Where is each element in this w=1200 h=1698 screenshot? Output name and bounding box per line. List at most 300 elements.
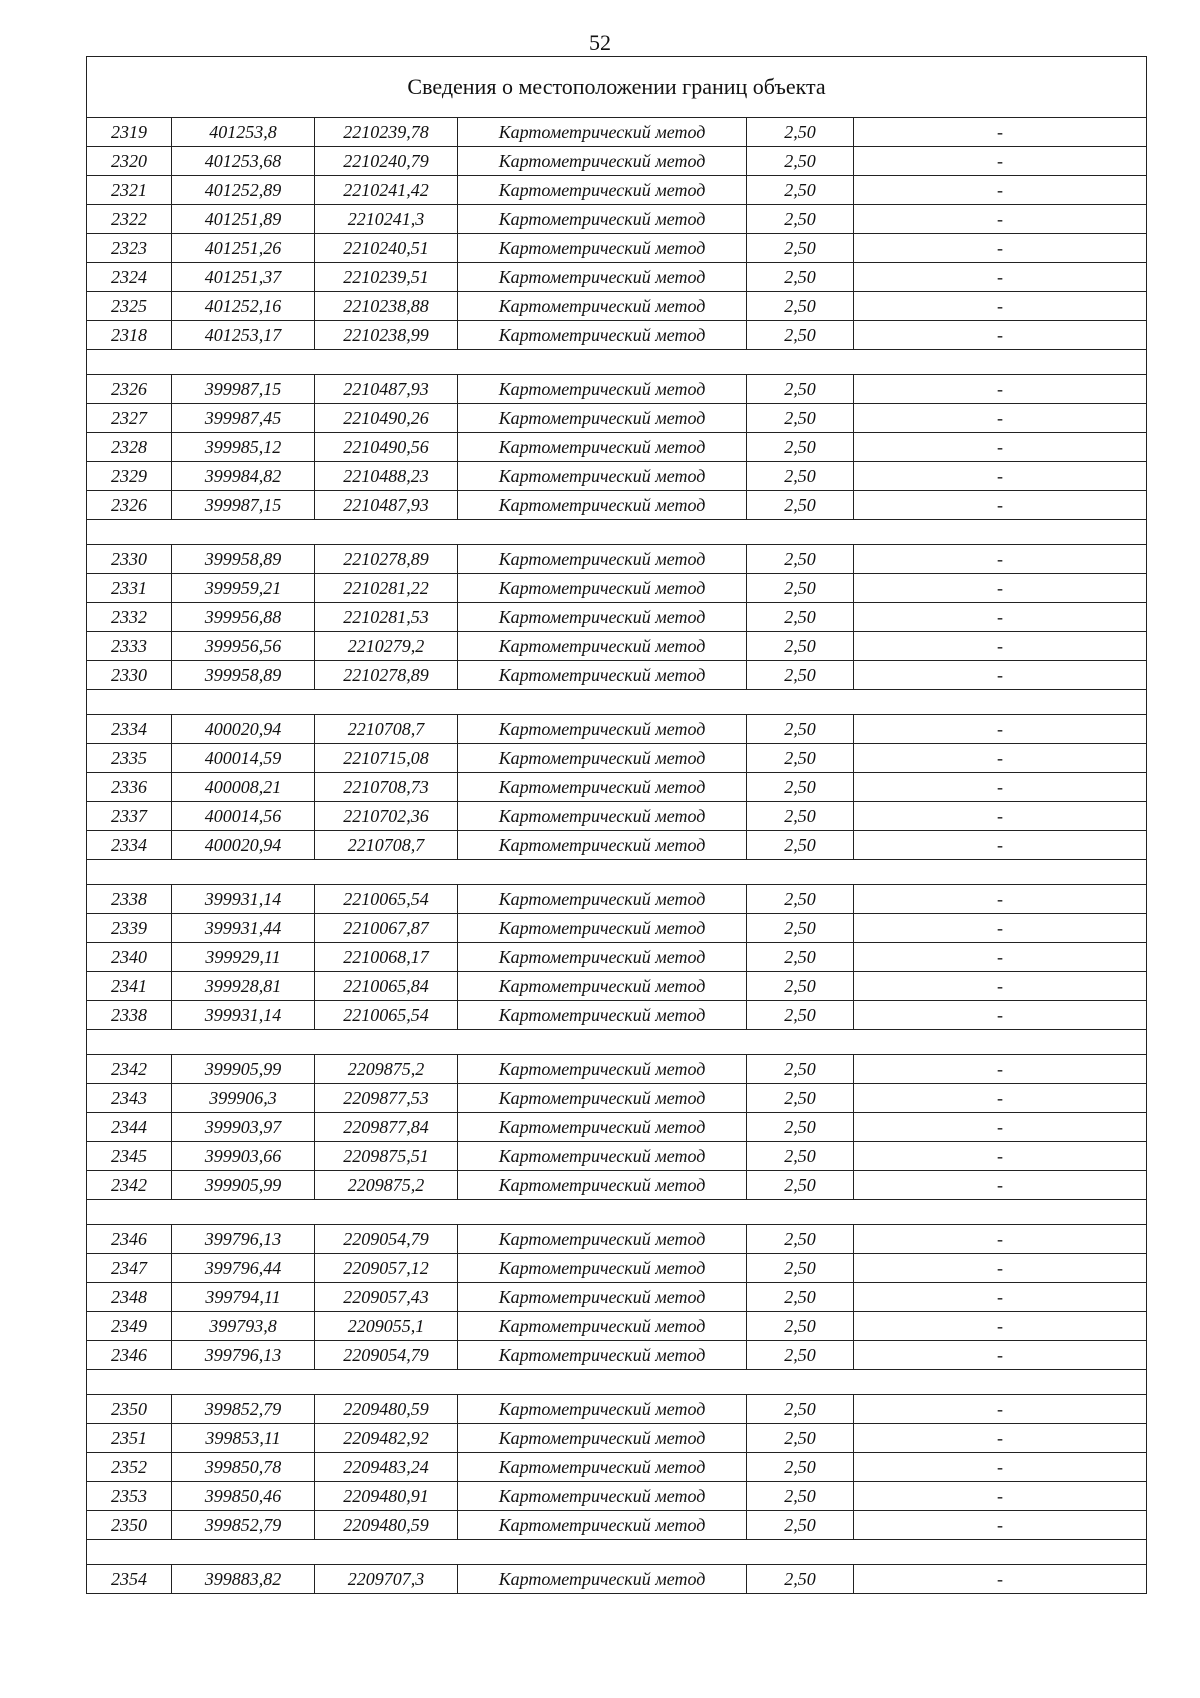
- description-cell: -: [854, 1511, 1147, 1540]
- accuracy-cell: 2,50: [747, 1565, 854, 1594]
- description-cell: -: [854, 1283, 1147, 1312]
- method-cell: Картометрический метод: [458, 1001, 747, 1030]
- x-coordinate-cell: 399985,12: [172, 433, 315, 462]
- table-row: [87, 205, 1147, 234]
- x-coordinate-cell: 399987,15: [172, 491, 315, 520]
- method-cell: Картометрический метод: [458, 234, 747, 263]
- method-cell: Картометрический метод: [458, 462, 747, 491]
- point-number-cell: 2349: [87, 1312, 172, 1341]
- description-cell: -: [854, 1424, 1147, 1453]
- point-number-cell: 2352: [87, 1453, 172, 1482]
- y-coordinate-cell: 2209875,2: [315, 1055, 458, 1084]
- x-coordinate-cell: 399794,11: [172, 1283, 315, 1312]
- x-coordinate-cell: 399956,56: [172, 632, 315, 661]
- point-number-cell: 2320: [87, 147, 172, 176]
- group-separator-cell: [87, 1030, 1147, 1055]
- accuracy-cell: 2,50: [747, 715, 854, 744]
- x-coordinate-cell: 399956,88: [172, 603, 315, 632]
- point-number-cell: 2326: [87, 491, 172, 520]
- description-cell: -: [854, 773, 1147, 802]
- x-coordinate-cell: 399987,15: [172, 375, 315, 404]
- x-coordinate-cell: 399852,79: [172, 1511, 315, 1540]
- y-coordinate-cell: 2209482,92: [315, 1424, 458, 1453]
- y-coordinate-cell: 2209054,79: [315, 1341, 458, 1370]
- x-coordinate-cell: 400014,59: [172, 744, 315, 773]
- y-coordinate-cell: 2210240,51: [315, 234, 458, 263]
- description-cell: -: [854, 603, 1147, 632]
- point-number-cell: 2336: [87, 773, 172, 802]
- method-cell: Картометрический метод: [458, 1225, 747, 1254]
- method-cell: Картометрический метод: [458, 1453, 747, 1482]
- method-cell: Картометрический метод: [458, 1511, 747, 1540]
- description-cell: -: [854, 1225, 1147, 1254]
- group-separator-cell: [87, 860, 1147, 885]
- description-cell: -: [854, 1453, 1147, 1482]
- method-cell: Картометрический метод: [458, 205, 747, 234]
- table-row: [87, 1001, 1147, 1030]
- x-coordinate-cell: 401253,68: [172, 147, 315, 176]
- table-row: [87, 914, 1147, 943]
- table-row: [87, 263, 1147, 292]
- boundary-coordinates-table: [86, 56, 1147, 1594]
- table-row: [87, 885, 1147, 914]
- point-number-cell: 2337: [87, 802, 172, 831]
- y-coordinate-cell: 2210065,54: [315, 1001, 458, 1030]
- point-number-cell: 2350: [87, 1395, 172, 1424]
- accuracy-cell: 2,50: [747, 404, 854, 433]
- accuracy-cell: 2,50: [747, 574, 854, 603]
- accuracy-cell: 2,50: [747, 1312, 854, 1341]
- y-coordinate-cell: 2210241,42: [315, 176, 458, 205]
- y-coordinate-cell: 2210240,79: [315, 147, 458, 176]
- x-coordinate-cell: 399931,14: [172, 1001, 315, 1030]
- accuracy-cell: 2,50: [747, 1341, 854, 1370]
- accuracy-cell: 2,50: [747, 914, 854, 943]
- method-cell: Картометрический метод: [458, 574, 747, 603]
- x-coordinate-cell: 399984,82: [172, 462, 315, 491]
- x-coordinate-cell: 399958,89: [172, 545, 315, 574]
- y-coordinate-cell: 2209483,24: [315, 1453, 458, 1482]
- accuracy-cell: 2,50: [747, 1084, 854, 1113]
- method-cell: Картометрический метод: [458, 831, 747, 860]
- group-separator-row: [87, 1540, 1147, 1565]
- method-cell: Картометрический метод: [458, 1142, 747, 1171]
- y-coordinate-cell: 2209707,3: [315, 1565, 458, 1594]
- x-coordinate-cell: 399905,99: [172, 1055, 315, 1084]
- method-cell: Картометрический метод: [458, 1341, 747, 1370]
- method-cell: Картометрический метод: [458, 118, 747, 147]
- description-cell: -: [854, 1254, 1147, 1283]
- x-coordinate-cell: 401251,89: [172, 205, 315, 234]
- y-coordinate-cell: 2209875,51: [315, 1142, 458, 1171]
- x-coordinate-cell: 399903,66: [172, 1142, 315, 1171]
- description-cell: -: [854, 972, 1147, 1001]
- y-coordinate-cell: 2210281,22: [315, 574, 458, 603]
- description-cell: -: [854, 545, 1147, 574]
- accuracy-cell: 2,50: [747, 1395, 854, 1424]
- description-cell: -: [854, 147, 1147, 176]
- table-row: [87, 433, 1147, 462]
- description-cell: -: [854, 1312, 1147, 1341]
- x-coordinate-cell: 399931,14: [172, 885, 315, 914]
- y-coordinate-cell: 2210238,88: [315, 292, 458, 321]
- point-number-cell: 2340: [87, 943, 172, 972]
- x-coordinate-cell: 401251,37: [172, 263, 315, 292]
- method-cell: Картометрический метод: [458, 433, 747, 462]
- description-cell: -: [854, 831, 1147, 860]
- table-row: [87, 375, 1147, 404]
- group-separator-row: [87, 1200, 1147, 1225]
- point-number-cell: 2344: [87, 1113, 172, 1142]
- accuracy-cell: 2,50: [747, 1424, 854, 1453]
- y-coordinate-cell: 2210278,89: [315, 545, 458, 574]
- accuracy-cell: 2,50: [747, 1453, 854, 1482]
- point-number-cell: 2353: [87, 1482, 172, 1511]
- point-number-cell: 2346: [87, 1225, 172, 1254]
- accuracy-cell: 2,50: [747, 1001, 854, 1030]
- point-number-cell: 2327: [87, 404, 172, 433]
- description-cell: -: [854, 321, 1147, 350]
- x-coordinate-cell: 399905,99: [172, 1171, 315, 1200]
- page-number: 52: [589, 30, 611, 55]
- accuracy-cell: 2,50: [747, 603, 854, 632]
- y-coordinate-cell: 2210239,51: [315, 263, 458, 292]
- table-row: [87, 292, 1147, 321]
- description-cell: -: [854, 1395, 1147, 1424]
- x-coordinate-cell: 399903,97: [172, 1113, 315, 1142]
- description-cell: -: [854, 205, 1147, 234]
- x-coordinate-cell: 399796,13: [172, 1225, 315, 1254]
- group-separator-cell: [87, 1540, 1147, 1565]
- point-number-cell: 2329: [87, 462, 172, 491]
- group-separator-row: [87, 350, 1147, 375]
- x-coordinate-cell: 399929,11: [172, 943, 315, 972]
- method-cell: Картометрический метод: [458, 744, 747, 773]
- method-cell: Картометрический метод: [458, 491, 747, 520]
- point-number-cell: 2342: [87, 1171, 172, 1200]
- accuracy-cell: 2,50: [747, 831, 854, 860]
- accuracy-cell: 2,50: [747, 1225, 854, 1254]
- y-coordinate-cell: 2209875,2: [315, 1171, 458, 1200]
- group-separator-cell: [87, 1370, 1147, 1395]
- accuracy-cell: 2,50: [747, 462, 854, 491]
- description-cell: -: [854, 1482, 1147, 1511]
- table-row: [87, 491, 1147, 520]
- description-cell: -: [854, 715, 1147, 744]
- table-row: [87, 972, 1147, 1001]
- accuracy-cell: 2,50: [747, 375, 854, 404]
- table-row: [87, 1565, 1147, 1594]
- method-cell: Картометрический метод: [458, 321, 747, 350]
- table-row: [87, 234, 1147, 263]
- table-row: [87, 1254, 1147, 1283]
- description-cell: -: [854, 234, 1147, 263]
- point-number-cell: 2338: [87, 885, 172, 914]
- description-cell: -: [854, 744, 1147, 773]
- method-cell: Картометрический метод: [458, 1171, 747, 1200]
- accuracy-cell: 2,50: [747, 661, 854, 690]
- method-cell: Картометрический метод: [458, 176, 747, 205]
- accuracy-cell: 2,50: [747, 234, 854, 263]
- point-number-cell: 2318: [87, 321, 172, 350]
- accuracy-cell: 2,50: [747, 292, 854, 321]
- accuracy-cell: 2,50: [747, 147, 854, 176]
- table-row: [87, 1511, 1147, 1540]
- description-cell: -: [854, 491, 1147, 520]
- method-cell: Картометрический метод: [458, 632, 747, 661]
- point-number-cell: 2330: [87, 545, 172, 574]
- point-number-cell: 2325: [87, 292, 172, 321]
- y-coordinate-cell: 2209054,79: [315, 1225, 458, 1254]
- accuracy-cell: 2,50: [747, 943, 854, 972]
- x-coordinate-cell: 399796,13: [172, 1341, 315, 1370]
- accuracy-cell: 2,50: [747, 1142, 854, 1171]
- method-cell: Картометрический метод: [458, 1084, 747, 1113]
- description-cell: -: [854, 292, 1147, 321]
- table-row: [87, 603, 1147, 632]
- description-cell: -: [854, 802, 1147, 831]
- method-cell: Картометрический метод: [458, 375, 747, 404]
- description-cell: -: [854, 375, 1147, 404]
- point-number-cell: 2348: [87, 1283, 172, 1312]
- y-coordinate-cell: 2210279,2: [315, 632, 458, 661]
- y-coordinate-cell: 2209877,53: [315, 1084, 458, 1113]
- accuracy-cell: 2,50: [747, 118, 854, 147]
- accuracy-cell: 2,50: [747, 1254, 854, 1283]
- point-number-cell: 2335: [87, 744, 172, 773]
- x-coordinate-cell: 400008,21: [172, 773, 315, 802]
- description-cell: -: [854, 632, 1147, 661]
- y-coordinate-cell: 2210238,99: [315, 321, 458, 350]
- y-coordinate-cell: 2210708,7: [315, 831, 458, 860]
- y-coordinate-cell: 2209480,91: [315, 1482, 458, 1511]
- method-cell: Картометрический метод: [458, 773, 747, 802]
- y-coordinate-cell: 2210702,36: [315, 802, 458, 831]
- method-cell: Картометрический метод: [458, 292, 747, 321]
- accuracy-cell: 2,50: [747, 1171, 854, 1200]
- point-number-cell: 2334: [87, 715, 172, 744]
- group-separator-cell: [87, 1200, 1147, 1225]
- description-cell: -: [854, 176, 1147, 205]
- description-cell: -: [854, 1565, 1147, 1594]
- accuracy-cell: 2,50: [747, 321, 854, 350]
- y-coordinate-cell: 2210488,23: [315, 462, 458, 491]
- description-cell: -: [854, 433, 1147, 462]
- table-row: [87, 1424, 1147, 1453]
- accuracy-cell: 2,50: [747, 802, 854, 831]
- group-separator-row: [87, 860, 1147, 885]
- group-separator-row: [87, 1030, 1147, 1055]
- table-row: [87, 1084, 1147, 1113]
- x-coordinate-cell: 399906,3: [172, 1084, 315, 1113]
- point-number-cell: 2326: [87, 375, 172, 404]
- method-cell: Картометрический метод: [458, 404, 747, 433]
- table-row: [87, 118, 1147, 147]
- table-row: [87, 1283, 1147, 1312]
- point-number-cell: 2330: [87, 661, 172, 690]
- table-row: [87, 1482, 1147, 1511]
- accuracy-cell: 2,50: [747, 972, 854, 1001]
- description-cell: -: [854, 914, 1147, 943]
- accuracy-cell: 2,50: [747, 176, 854, 205]
- description-cell: -: [854, 1113, 1147, 1142]
- accuracy-cell: 2,50: [747, 263, 854, 292]
- y-coordinate-cell: 2210708,73: [315, 773, 458, 802]
- group-separator-cell: [87, 350, 1147, 375]
- point-number-cell: 2323: [87, 234, 172, 263]
- y-coordinate-cell: 2209055,1: [315, 1312, 458, 1341]
- x-coordinate-cell: 400020,94: [172, 831, 315, 860]
- method-cell: Картометрический метод: [458, 1424, 747, 1453]
- table-row: [87, 545, 1147, 574]
- y-coordinate-cell: 2210487,93: [315, 491, 458, 520]
- point-number-cell: 2341: [87, 972, 172, 1001]
- point-number-cell: 2351: [87, 1424, 172, 1453]
- y-coordinate-cell: 2209877,84: [315, 1113, 458, 1142]
- x-coordinate-cell: 399850,46: [172, 1482, 315, 1511]
- point-number-cell: 2339: [87, 914, 172, 943]
- accuracy-cell: 2,50: [747, 491, 854, 520]
- y-coordinate-cell: 2210065,54: [315, 885, 458, 914]
- y-coordinate-cell: 2209480,59: [315, 1395, 458, 1424]
- x-coordinate-cell: 399883,82: [172, 1565, 315, 1594]
- accuracy-cell: 2,50: [747, 632, 854, 661]
- point-number-cell: 2342: [87, 1055, 172, 1084]
- x-coordinate-cell: 399850,78: [172, 1453, 315, 1482]
- y-coordinate-cell: 2210715,08: [315, 744, 458, 773]
- accuracy-cell: 2,50: [747, 1113, 854, 1142]
- x-coordinate-cell: 400014,56: [172, 802, 315, 831]
- table-row: [87, 147, 1147, 176]
- point-number-cell: 2346: [87, 1341, 172, 1370]
- method-cell: Картометрический метод: [458, 943, 747, 972]
- method-cell: Картометрический метод: [458, 715, 747, 744]
- x-coordinate-cell: 399987,45: [172, 404, 315, 433]
- table-row: [87, 661, 1147, 690]
- description-cell: -: [854, 574, 1147, 603]
- group-separator-cell: [87, 690, 1147, 715]
- description-cell: -: [854, 661, 1147, 690]
- description-cell: -: [854, 1341, 1147, 1370]
- x-coordinate-cell: 399852,79: [172, 1395, 315, 1424]
- point-number-cell: 2322: [87, 205, 172, 234]
- table-body: [87, 57, 1147, 1594]
- description-cell: -: [854, 1055, 1147, 1084]
- method-cell: Картометрический метод: [458, 1395, 747, 1424]
- method-cell: Картометрический метод: [458, 1113, 747, 1142]
- accuracy-cell: 2,50: [747, 744, 854, 773]
- group-separator-row: [87, 520, 1147, 545]
- method-cell: Картометрический метод: [458, 1482, 747, 1511]
- point-number-cell: 2350: [87, 1511, 172, 1540]
- method-cell: Картометрический метод: [458, 1565, 747, 1594]
- y-coordinate-cell: 2210068,17: [315, 943, 458, 972]
- point-number-cell: 2319: [87, 118, 172, 147]
- x-coordinate-cell: 399959,21: [172, 574, 315, 603]
- method-cell: Картометрический метод: [458, 661, 747, 690]
- point-number-cell: 2334: [87, 831, 172, 860]
- table-title-row: [87, 57, 1147, 118]
- x-coordinate-cell: 399928,81: [172, 972, 315, 1001]
- description-cell: -: [854, 1001, 1147, 1030]
- description-cell: -: [854, 1084, 1147, 1113]
- y-coordinate-cell: 2209480,59: [315, 1511, 458, 1540]
- point-number-cell: 2324: [87, 263, 172, 292]
- accuracy-cell: 2,50: [747, 205, 854, 234]
- accuracy-cell: 2,50: [747, 545, 854, 574]
- y-coordinate-cell: 2210487,93: [315, 375, 458, 404]
- point-number-cell: 2321: [87, 176, 172, 205]
- point-number-cell: 2343: [87, 1084, 172, 1113]
- y-coordinate-cell: 2210708,7: [315, 715, 458, 744]
- x-coordinate-cell: 401253,8: [172, 118, 315, 147]
- x-coordinate-cell: 399958,89: [172, 661, 315, 690]
- table-row: [87, 176, 1147, 205]
- point-number-cell: 2328: [87, 433, 172, 462]
- x-coordinate-cell: 399853,11: [172, 1424, 315, 1453]
- y-coordinate-cell: 2209057,12: [315, 1254, 458, 1283]
- table-row: [87, 715, 1147, 744]
- group-separator-cell: [87, 520, 1147, 545]
- accuracy-cell: 2,50: [747, 433, 854, 462]
- point-number-cell: 2331: [87, 574, 172, 603]
- description-cell: -: [854, 263, 1147, 292]
- x-coordinate-cell: 401253,17: [172, 321, 315, 350]
- table-row: [87, 632, 1147, 661]
- table-row: [87, 1171, 1147, 1200]
- table-row: [87, 1113, 1147, 1142]
- table-row: [87, 943, 1147, 972]
- table-title: Сведения о местоположении границ объекта: [87, 57, 1147, 118]
- point-number-cell: 2332: [87, 603, 172, 632]
- y-coordinate-cell: 2210241,3: [315, 205, 458, 234]
- method-cell: Картометрический метод: [458, 1312, 747, 1341]
- table-row: [87, 773, 1147, 802]
- point-number-cell: 2347: [87, 1254, 172, 1283]
- method-cell: Картометрический метод: [458, 1283, 747, 1312]
- y-coordinate-cell: 2209057,43: [315, 1283, 458, 1312]
- table-row: [87, 462, 1147, 491]
- y-coordinate-cell: 2210278,89: [315, 661, 458, 690]
- y-coordinate-cell: 2210067,87: [315, 914, 458, 943]
- table-row: [87, 802, 1147, 831]
- method-cell: Картометрический метод: [458, 1254, 747, 1283]
- y-coordinate-cell: 2210281,53: [315, 603, 458, 632]
- table-row: [87, 744, 1147, 773]
- method-cell: Картометрический метод: [458, 885, 747, 914]
- table-row: [87, 574, 1147, 603]
- accuracy-cell: 2,50: [747, 1055, 854, 1084]
- x-coordinate-cell: 401252,16: [172, 292, 315, 321]
- x-coordinate-cell: 400020,94: [172, 715, 315, 744]
- point-number-cell: 2338: [87, 1001, 172, 1030]
- method-cell: Картометрический метод: [458, 1055, 747, 1084]
- method-cell: Картометрический метод: [458, 603, 747, 632]
- accuracy-cell: 2,50: [747, 885, 854, 914]
- table-row: [87, 321, 1147, 350]
- table-row: [87, 1453, 1147, 1482]
- description-cell: -: [854, 885, 1147, 914]
- x-coordinate-cell: 401252,89: [172, 176, 315, 205]
- table-row: [87, 1055, 1147, 1084]
- accuracy-cell: 2,50: [747, 1482, 854, 1511]
- x-coordinate-cell: 399796,44: [172, 1254, 315, 1283]
- table-row: [87, 1312, 1147, 1341]
- x-coordinate-cell: 399793,8: [172, 1312, 315, 1341]
- method-cell: Картометрический метод: [458, 545, 747, 574]
- group-separator-row: [87, 690, 1147, 715]
- method-cell: Картометрический метод: [458, 147, 747, 176]
